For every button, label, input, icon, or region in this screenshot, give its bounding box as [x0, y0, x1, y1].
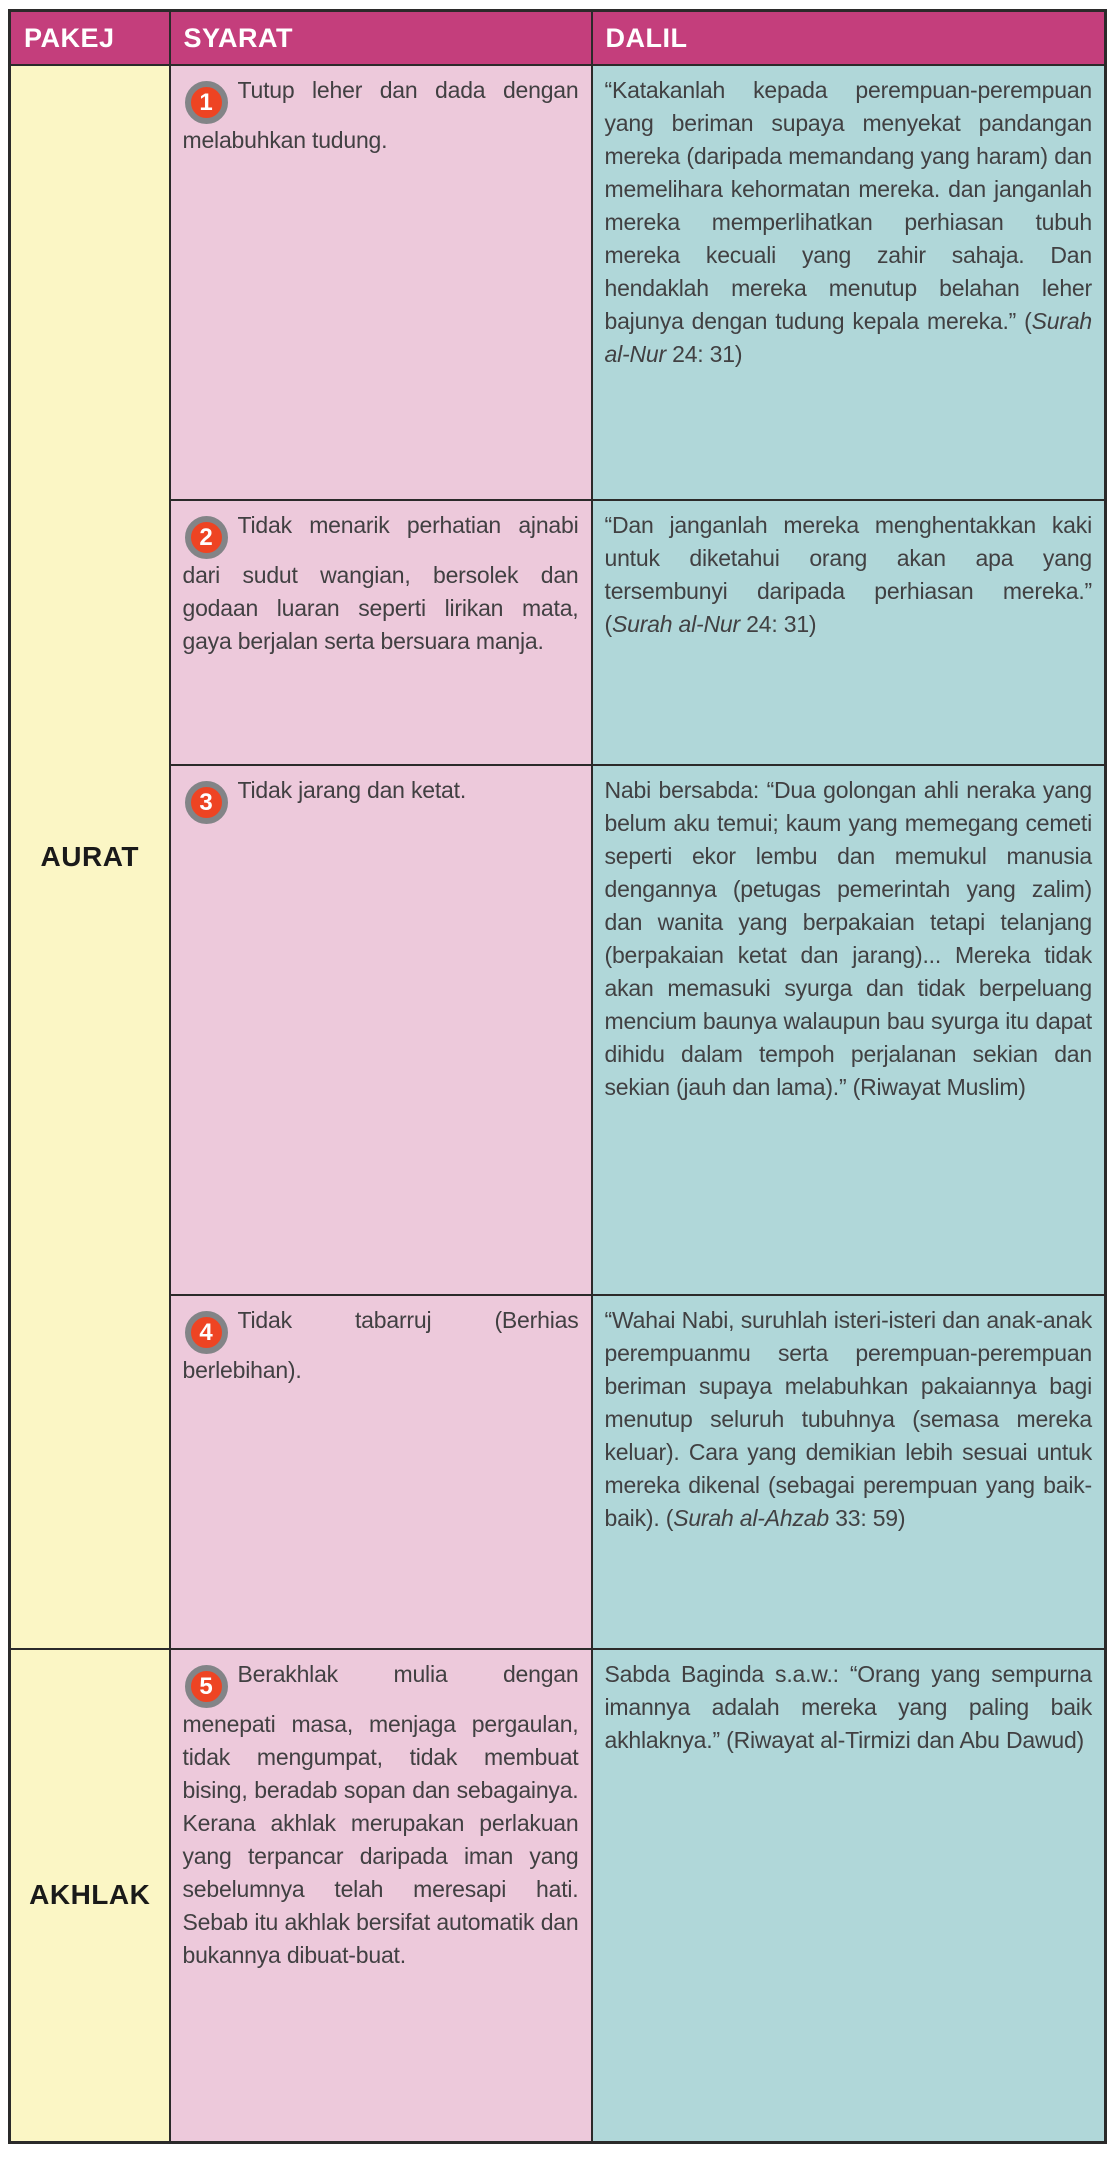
syarat-cell-3	[170, 765, 592, 1295]
dalil-cell-3	[592, 765, 1106, 1295]
dalil-text-5: Sabda Baginda s.a.w.: “Orang yang sempurna imannya adalah mereka yang paling baik akhlaknya.” (Riwayat al-Tirmizi dan Abu Dawud)	[604, 1661, 1092, 1753]
syarat-text-3	[183, 774, 579, 824]
syarat-label-3: Tidak jarang dan ketat.	[237, 777, 467, 803]
pakej-syarat-dalil-table	[8, 9, 1107, 2144]
number-badge-5: 5	[185, 1665, 228, 1708]
number-badge-1: 1	[185, 81, 228, 124]
syarat-text-1	[183, 74, 579, 157]
dalil-cell-4	[592, 1295, 1106, 1649]
pakej-label-akhlak: AKHLAK	[29, 1879, 151, 1911]
number-badge-4: 4	[185, 1311, 228, 1354]
dalil-cell-2	[592, 500, 1106, 765]
syarat-cell-2	[170, 500, 592, 765]
number-badge-3: 3	[185, 781, 228, 824]
syarat-cell-4	[170, 1295, 592, 1649]
table-row	[10, 500, 1106, 765]
table-row	[10, 1295, 1106, 1649]
header-pakej: PAKEJ	[10, 11, 170, 66]
pakej-label-aurat: AURAT	[40, 841, 139, 872]
table-row	[10, 65, 1106, 500]
dalil-text-4: “Wahai Nabi, suruhlah isteri-isteri dan anak-anak perempuanmu serta perempuan-perempuan beriman supaya melabuhkan pakaiannya bagi menutup seluruh tubuhnya (semasa mereka keluar). Cara yang demikian lebih sesuai untuk mereka dikenal (sebagai perempuan yang baik-baik). (Surah al-Ahzab 33: 59)	[604, 1307, 1092, 1531]
number-badge-2: 2	[185, 516, 228, 559]
syarat-text-2	[183, 509, 579, 658]
dalil-text-1: “Katakanlah kepada perempuan-perempuan yang beriman supaya menyekat pandangan mereka (daripada memandang yang haram) dan memelihara kehormatan mereka. dan janganlah mereka memperlihatkan perhiasan tubuh mereka kecuali yang zahir sahaja. Dan hendaklah mereka menutup belahan leher bajunya dengan tudung kepala mereka.” (Surah al-Nur 24: 31)	[604, 77, 1092, 367]
syarat-text-5	[183, 1658, 579, 1972]
syarat-label-2: Tidak menarik perhatian ajnabi dari sudut wangian, bersolek dan godaan luaran seperti lirikan mata, gaya berjalan serta bersuara manja.	[182, 512, 579, 654]
dalil-cell-5	[592, 1649, 1106, 2142]
dalil-cell-1	[592, 65, 1106, 500]
syarat-cell-5	[170, 1649, 592, 2142]
syarat-label-5: Berakhlak mulia dengan menepati masa, menjaga pergaulan, tidak mengumpat, tidak membuat bising, beradab sopan dan sebagainya. Kerana akhlak merupakan perlakuan yang terpancar daripada iman yang sebelumnya telah meresapi hati. Sebab itu akhlak bersifat automatik dan bukannya dibuat-buat.	[182, 1661, 579, 1968]
syarat-text-4	[183, 1304, 579, 1387]
syarat-cell-1	[170, 65, 592, 500]
header-dalil: DALIL	[592, 11, 1106, 66]
pakej-cell-aurat	[10, 65, 170, 1649]
table-row	[10, 765, 1106, 1295]
dalil-text-3: Nabi bersabda: “Dua golongan ahli neraka yang belum aku temui; kaum yang memegang cemeti seperti ekor lembu dan memukul manusia dengannya (petugas pemerintah yang zalim) dan wanita yang berpakaian tetapi telanjang (berpakaian ketat dan jarang)... Mereka tidak akan memasuki syurga dan tidak berpeluang mencium baunya walaupun bau syurga itu dapat dihidu dalam tempoh perjalanan sekian dan sekian (jauh dan lama).” (Riwayat Muslim)	[604, 777, 1092, 1100]
header-syarat: SYARAT	[170, 11, 592, 66]
dalil-text-2: “Dan janganlah mereka menghentakkan kaki untuk diketahui orang akan apa yang tersembunyi daripada perhiasan mereka.” (Surah al-Nur 24: 31)	[604, 512, 1092, 637]
pakej-cell-akhlak	[10, 1649, 170, 2142]
table-row	[10, 1649, 1106, 2142]
header-row	[10, 11, 1106, 66]
syarat-label-4: Tidak tabarruj (Berhias berlebihan).	[182, 1307, 579, 1383]
syarat-label-1: Tutup leher dan dada dengan melabuhkan tudung.	[182, 77, 579, 153]
